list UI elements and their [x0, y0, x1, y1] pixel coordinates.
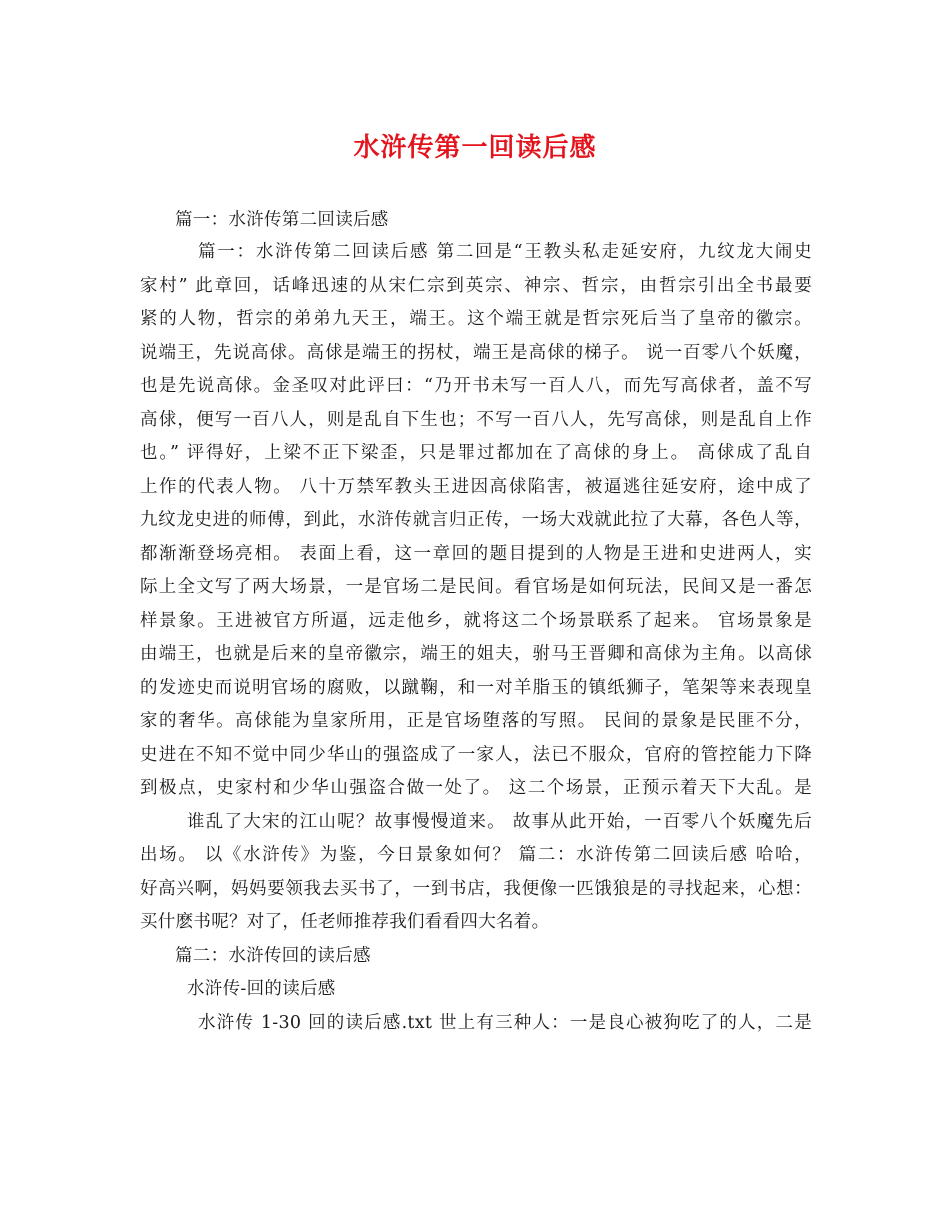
paragraph-line: 九纹龙史进的师傅，到此，水浒传就言归正传，一场大戏就此拉了大幕，各色人等，	[140, 510, 812, 530]
paragraph-line: 买什麽书呢？对了，任老师推荐我们看看四大名着。	[140, 912, 550, 932]
paragraph-line: 史进在不知不觉中同少华山的强盗成了一家人，法已不服众，官府的管控能力下降	[140, 745, 812, 765]
paragraph-line: 好高兴啊，妈妈要领我去买书了，一到书店，我便像一匹饿狼是的寻找起来，心想：	[140, 879, 812, 899]
paragraph-line: 家的奢华。高俅能为皇家所用，正是官场堕落的写照。 民间的景象是民匪不分，	[140, 711, 812, 731]
paragraph-line: 上作的代表人物。 八十万禁军教头王进因高俅陷害，被逼逃往延安府，途中成了	[140, 477, 812, 497]
document-title: 水浒传第一回读后感	[353, 133, 597, 163]
paragraph-line: 际上全文写了两大场景，一是官场二是民间。看官场是如何玩法，民间又是一番怎	[140, 577, 812, 597]
paragraph-line: 谁乱了大宋的江山呢？故事慢慢道来。 故事从此开始，一百零八个妖魔先后	[187, 812, 812, 832]
paragraph-line: 紧的人物，哲宗的弟弟九天王，端王。这个端王就是哲宗死后当了皇帝的徽宗。	[140, 309, 812, 329]
paragraph-line: 水浒传 1-30 回的读后感.txt 世上有三种人：一是良心被狗吃了的人，二是	[198, 1013, 812, 1033]
paragraph-line: 也。” 评得好，上梁不正下梁歪，只是罪过都加在了高俅的身上。 高俅成了乱自	[140, 443, 812, 463]
section-heading-1: 篇一：水浒传第二回读后感	[175, 210, 389, 230]
paragraph-line: 家村” 此章回，话峰迅速的从宋仁宗到英宗、神宗、哲宗，由哲宗引出全书最要	[140, 276, 812, 296]
paragraph-line: 到极点，史家村和少华山强盗合做一处了。 这二个场景，正预示着天下大乱。是	[140, 778, 812, 798]
paragraph-line: 也是先说高俅。金圣叹对此评曰：“乃开书未写一百人八，而先写高俅者，盖不写	[140, 376, 812, 396]
section-heading-3: 水浒传-回的读后感	[187, 979, 336, 999]
section-heading-2: 篇二：水浒传回的读后感	[175, 946, 371, 966]
paragraph-line: 说端王，先说高俅。高俅是端王的拐杖，端王是高俅的梯子。 说一百零八个妖魔，	[140, 343, 812, 363]
paragraph-line: 高俅，便写一百八人，则是乱自下生也；不写一百八人，先写高俅，则是乱自上作	[140, 410, 812, 430]
paragraph-line: 都渐渐登场亮相。 表面上看，这一章回的题目提到的人物是王进和史进两人，实	[140, 544, 812, 564]
paragraph-line: 篇一：水浒传第二回读后感 第二回是“王教头私走延安府，九纹龙大闹史	[198, 242, 812, 262]
paragraph-line: 由端王，也就是后来的皇帝徽宗，端王的姐夫，驸马王晋卿和高俅为主角。以高俅	[140, 644, 812, 664]
paragraph-line: 样景象。王进被官方所逼，远走他乡，就将这二个场景联系了起来。 官场景象是	[140, 611, 812, 631]
paragraph-line: 出场。 以《水浒传》为鉴，今日景象如何？ 篇二：水浒传第二回读后感 哈哈，	[140, 845, 812, 865]
paragraph-line: 的发迹史而说明官场的腐败，以蹴鞠，和一对羊脂玉的镇纸狮子，笔架等来表现皇	[140, 678, 812, 698]
